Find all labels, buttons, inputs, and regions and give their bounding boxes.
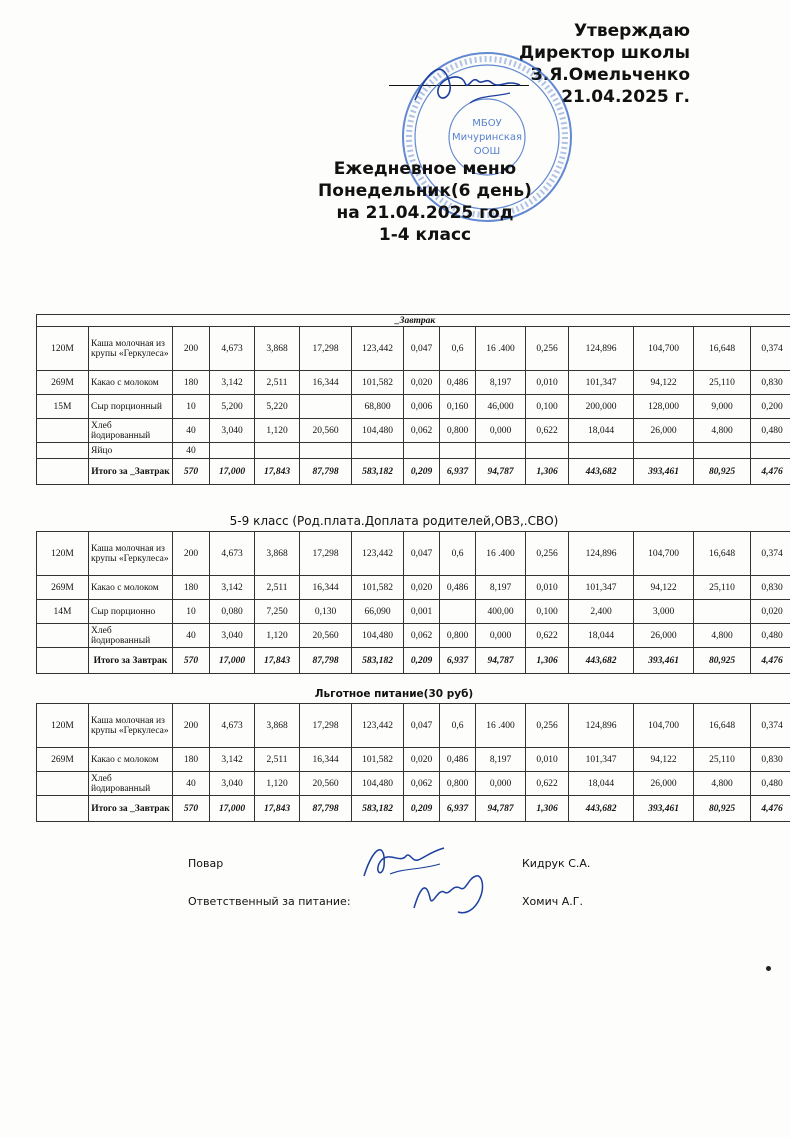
table-cell: 583,182: [352, 648, 404, 674]
table-cell: 80,925: [694, 648, 751, 674]
table-cell: 26,000: [634, 419, 694, 443]
table-row: [37, 327, 790, 371]
table-cell: 4,476: [751, 648, 790, 674]
table-cell: 8,197: [476, 371, 526, 395]
table-cell: [476, 443, 526, 459]
table-cell: 0,200: [751, 395, 790, 419]
table-cell: 0,100: [526, 600, 569, 624]
table-cell: 10: [173, 600, 210, 624]
table-cell: 4,800: [694, 419, 751, 443]
table-cell: 1,306: [526, 459, 569, 485]
table-cell: 0,047: [404, 327, 440, 371]
dish-name-cell: Хлеб йодированный: [89, 624, 173, 648]
table-cell: 393,461: [634, 648, 694, 674]
table-cell: 0,622: [526, 624, 569, 648]
table-cell: 8,197: [476, 748, 526, 772]
table-cell: 0,480: [751, 419, 790, 443]
table-cell: 0,6: [440, 532, 476, 576]
table-cell: 94,122: [634, 371, 694, 395]
table-cell: 0,374: [751, 704, 790, 748]
table-cell: 0,800: [440, 772, 476, 796]
table-cell: 0,020: [404, 371, 440, 395]
table-cell: 4,673: [210, 532, 255, 576]
table-cell: [440, 600, 476, 624]
table-row: [37, 772, 790, 796]
table-cell: 3,868: [255, 327, 300, 371]
table-cell: 0,374: [751, 327, 790, 371]
section-title-subsidized: Льготное питание(30 руб): [314, 688, 474, 700]
table-cell: 123,442: [352, 704, 404, 748]
table-cell: [37, 459, 89, 485]
table-cell: 1,120: [255, 419, 300, 443]
table-cell: 101,347: [569, 748, 634, 772]
table-cell: 3,040: [210, 772, 255, 796]
menu-grade: 1-4 класс: [378, 225, 472, 245]
table-cell: 0,256: [526, 532, 569, 576]
table-cell: 0,622: [526, 419, 569, 443]
table-cell: [210, 443, 255, 459]
table-cell: 393,461: [634, 459, 694, 485]
table-cell: 101,582: [352, 371, 404, 395]
table-cell: 0,6: [440, 704, 476, 748]
table-cell: 25,110: [694, 576, 751, 600]
table-cell: 16,344: [300, 748, 352, 772]
table-row: [37, 532, 790, 576]
dish-name-cell: Каша молочная из крупы «Геркулеса»: [89, 532, 173, 576]
table-cell: 1,306: [526, 796, 569, 822]
table-cell: 0,830: [751, 371, 790, 395]
table-cell: 40: [173, 419, 210, 443]
table-cell: 2,511: [255, 748, 300, 772]
table-cell: 3,142: [210, 748, 255, 772]
table-cell: 3,000: [634, 600, 694, 624]
table-cell: 16,648: [694, 704, 751, 748]
table-cell: 16 .400: [476, 532, 526, 576]
table-cell: 0,209: [404, 796, 440, 822]
table-cell: 18,044: [569, 419, 634, 443]
table-cell: 25,110: [694, 748, 751, 772]
ink-dot: [766, 966, 771, 971]
dish-name-cell: Каша молочная из крупы «Геркулеса»: [89, 327, 173, 371]
table-cell: 7,250: [255, 600, 300, 624]
table-cell: 20,560: [300, 772, 352, 796]
table-cell: 0,001: [404, 600, 440, 624]
table-cell: 4,476: [751, 459, 790, 485]
table-cell: 87,798: [300, 459, 352, 485]
stamp-line-2: Мичуринская: [451, 132, 523, 143]
table-cell: 101,582: [352, 748, 404, 772]
table-cell: 443,682: [569, 459, 634, 485]
table-cell: 0,080: [210, 600, 255, 624]
table-cell: [37, 796, 89, 822]
table-cell: 3,868: [255, 532, 300, 576]
dish-name-cell: Итого за _Завтрак: [89, 459, 173, 485]
table-cell: 104,480: [352, 772, 404, 796]
table-cell: 124,896: [569, 532, 634, 576]
table-cell: 4,476: [751, 796, 790, 822]
table-cell: 0,480: [751, 624, 790, 648]
table-cell: 14М: [37, 600, 89, 624]
table-cell: 101,582: [352, 576, 404, 600]
table-cell: 16 .400: [476, 704, 526, 748]
table-cell: 0,047: [404, 704, 440, 748]
table-cell: 0,209: [404, 648, 440, 674]
table-cell: 0,480: [751, 772, 790, 796]
table-cell: 2,511: [255, 576, 300, 600]
table-cell: 4,673: [210, 327, 255, 371]
table-cell: 1,120: [255, 624, 300, 648]
table-cell: 0,486: [440, 748, 476, 772]
table-cell: 1,306: [526, 648, 569, 674]
table-cell: 0,000: [476, 419, 526, 443]
total-row: [37, 648, 790, 674]
menu-title: Ежедневное меню: [333, 159, 517, 179]
table-cell: 269М: [37, 576, 89, 600]
table-cell: 0,020: [404, 576, 440, 600]
table-cell: 0,256: [526, 704, 569, 748]
table-row: [37, 395, 790, 419]
table-cell: 17,843: [255, 648, 300, 674]
table-cell: [37, 443, 89, 459]
table-cell: 120М: [37, 704, 89, 748]
table-cell: 0,010: [526, 576, 569, 600]
table-cell: 18,044: [569, 772, 634, 796]
table-cell: 124,896: [569, 704, 634, 748]
table-cell: 20,560: [300, 624, 352, 648]
table-cell: 104,480: [352, 419, 404, 443]
menu-table-1-4: [36, 314, 790, 485]
table-cell: 68,800: [352, 395, 404, 419]
table-cell: 0,020: [751, 600, 790, 624]
table-cell: [300, 395, 352, 419]
table-cell: 0,486: [440, 371, 476, 395]
table-cell: 40: [173, 624, 210, 648]
table-cell: 101,347: [569, 371, 634, 395]
table-cell: 443,682: [569, 648, 634, 674]
table-cell: [352, 443, 404, 459]
table-cell: 16,344: [300, 576, 352, 600]
dish-name-cell: Хлеб йодированный: [89, 419, 173, 443]
table-cell: 0,800: [440, 419, 476, 443]
director-signature: [410, 55, 530, 115]
dish-name-cell: Какао с молоком: [89, 576, 173, 600]
table-cell: 443,682: [569, 796, 634, 822]
table-cell: 570: [173, 459, 210, 485]
table-cell: [255, 443, 300, 459]
dish-name-cell: Яйцо: [89, 443, 173, 459]
dish-name-cell: Хлеб йодированный: [89, 772, 173, 796]
table-cell: 200,000: [569, 395, 634, 419]
table-cell: 200: [173, 532, 210, 576]
table-cell: 570: [173, 648, 210, 674]
menu-table-subsidized: [36, 703, 790, 822]
table-cell: 124,896: [569, 327, 634, 371]
table-cell: 0,062: [404, 772, 440, 796]
table-cell: [37, 624, 89, 648]
table-cell: 0,010: [526, 748, 569, 772]
section-breakfast: _Завтрак: [37, 315, 790, 327]
table-cell: [694, 600, 751, 624]
table-cell: 4,800: [694, 624, 751, 648]
dish-name-cell: Какао с молоком: [89, 371, 173, 395]
table-cell: 26,000: [634, 772, 694, 796]
director-name: З.Я.Омельченко: [530, 65, 690, 85]
table-cell: 0,062: [404, 419, 440, 443]
table-cell: 120М: [37, 532, 89, 576]
table-cell: 0,6: [440, 327, 476, 371]
table-cell: 104,480: [352, 624, 404, 648]
table-cell: 0,130: [300, 600, 352, 624]
table-cell: 94,787: [476, 459, 526, 485]
stamp-line-3: ООШ: [473, 146, 501, 157]
table-cell: 17,843: [255, 459, 300, 485]
table-cell: 200: [173, 327, 210, 371]
table-cell: [37, 419, 89, 443]
table-cell: 66,090: [352, 600, 404, 624]
table-cell: 104,700: [634, 704, 694, 748]
table-cell: 80,925: [694, 459, 751, 485]
table-cell: 20,560: [300, 419, 352, 443]
total-row: [37, 796, 790, 822]
table-cell: 104,700: [634, 532, 694, 576]
table-cell: 0,800: [440, 624, 476, 648]
table-cell: 0,830: [751, 748, 790, 772]
table-cell: 0,020: [404, 748, 440, 772]
table-cell: 269М: [37, 748, 89, 772]
dish-name-cell: Какао с молоком: [89, 748, 173, 772]
table-cell: 6,937: [440, 459, 476, 485]
table-cell: 10: [173, 395, 210, 419]
table-cell: 17,000: [210, 459, 255, 485]
table-row: [37, 748, 790, 772]
table-cell: 180: [173, 748, 210, 772]
table-cell: 269М: [37, 371, 89, 395]
table-cell: 8,197: [476, 576, 526, 600]
cook-name: Кидрук С.А.: [522, 857, 591, 870]
table-cell: 0,160: [440, 395, 476, 419]
table-cell: 17,000: [210, 648, 255, 674]
table-cell: [37, 772, 89, 796]
table-cell: 128,000: [634, 395, 694, 419]
table-cell: 0,000: [476, 772, 526, 796]
table-cell: 4,673: [210, 704, 255, 748]
table-row: [37, 419, 790, 443]
menu-date: на 21.04.2025 год: [336, 203, 514, 223]
table-cell: 1,120: [255, 772, 300, 796]
table-cell: 123,442: [352, 532, 404, 576]
table-row: [37, 443, 790, 459]
table-cell: [634, 443, 694, 459]
table-cell: 16,648: [694, 532, 751, 576]
table-cell: 25,110: [694, 371, 751, 395]
table-cell: 570: [173, 796, 210, 822]
menu-header: [260, 158, 590, 246]
table-cell: 94,787: [476, 796, 526, 822]
table-cell: 16,648: [694, 327, 751, 371]
dish-name-cell: Сыр порционно: [89, 600, 173, 624]
table-cell: 0,100: [526, 395, 569, 419]
table-cell: [569, 443, 634, 459]
table-cell: 17,298: [300, 704, 352, 748]
table-cell: 400,00: [476, 600, 526, 624]
table-row: [37, 600, 790, 624]
approval-date: 21.04.2025 г.: [561, 87, 690, 107]
table-cell: 87,798: [300, 796, 352, 822]
table-cell: 17,298: [300, 327, 352, 371]
responsible-name: Хомич А.Г.: [522, 895, 583, 908]
table-cell: 0,000: [476, 624, 526, 648]
table-cell: 87,798: [300, 648, 352, 674]
table-cell: [751, 443, 790, 459]
table-cell: 0,622: [526, 772, 569, 796]
table-cell: 0,209: [404, 459, 440, 485]
table-cell: 3,142: [210, 371, 255, 395]
table-cell: 3,040: [210, 624, 255, 648]
table-cell: 17,843: [255, 796, 300, 822]
table-cell: 200: [173, 704, 210, 748]
responsible-signature: [408, 868, 498, 918]
table-cell: 0,062: [404, 624, 440, 648]
table-cell: [404, 443, 440, 459]
table-cell: 94,122: [634, 748, 694, 772]
table-cell: 3,040: [210, 419, 255, 443]
table-cell: 17,298: [300, 532, 352, 576]
table-cell: 180: [173, 371, 210, 395]
table-cell: 46,000: [476, 395, 526, 419]
dish-name-cell: Сыр порционный: [89, 395, 173, 419]
table-cell: 0,010: [526, 371, 569, 395]
table-cell: 583,182: [352, 796, 404, 822]
table-cell: 0,256: [526, 327, 569, 371]
table-cell: 123,442: [352, 327, 404, 371]
section-title-5-9: 5-9 класс (Род.плата.Доплата родителей,ОВЗ,.СВО): [229, 514, 559, 528]
approve-label: Утверждаю: [573, 21, 690, 41]
table-row: [37, 624, 790, 648]
dish-name-cell: Каша молочная из крупы «Геркулеса»: [89, 704, 173, 748]
table-cell: [440, 443, 476, 459]
table-cell: 15М: [37, 395, 89, 419]
table-cell: 94,122: [634, 576, 694, 600]
director-position: Директор школы: [518, 43, 690, 63]
table-cell: 3,142: [210, 576, 255, 600]
menu-table-5-9: [36, 531, 790, 674]
table-row: [37, 704, 790, 748]
table-cell: [37, 648, 89, 674]
table-cell: 393,461: [634, 796, 694, 822]
table-cell: 40: [173, 443, 210, 459]
total-row: [37, 459, 790, 485]
table-cell: 9,000: [694, 395, 751, 419]
cook-role: Повар: [188, 857, 224, 870]
table-cell: [300, 443, 352, 459]
table-cell: 0,830: [751, 576, 790, 600]
menu-day: Понедельник(6 день): [318, 181, 532, 201]
table-cell: 4,800: [694, 772, 751, 796]
table-cell: 0,006: [404, 395, 440, 419]
table-cell: 2,400: [569, 600, 634, 624]
table-cell: [694, 443, 751, 459]
table-cell: 40: [173, 772, 210, 796]
table-cell: 120М: [37, 327, 89, 371]
table-cell: 2,511: [255, 371, 300, 395]
table-cell: 6,937: [440, 648, 476, 674]
table-cell: 6,937: [440, 796, 476, 822]
table-cell: 0,047: [404, 532, 440, 576]
table-cell: 3,868: [255, 704, 300, 748]
table-cell: 16 .400: [476, 327, 526, 371]
table-cell: 104,700: [634, 327, 694, 371]
table-cell: 180: [173, 576, 210, 600]
dish-name-cell: Итого за _Завтрак: [89, 796, 173, 822]
table-cell: 5,220: [255, 395, 300, 419]
table-row: [37, 576, 790, 600]
table-row: [37, 371, 790, 395]
table-cell: 5,200: [210, 395, 255, 419]
table-cell: 80,925: [694, 796, 751, 822]
stamp-line-1: МБОУ: [472, 118, 502, 129]
table-cell: [526, 443, 569, 459]
table-cell: 101,347: [569, 576, 634, 600]
table-cell: 18,044: [569, 624, 634, 648]
dish-name-cell: Итого за Завтрак: [89, 648, 173, 674]
table-cell: 583,182: [352, 459, 404, 485]
table-cell: 16,344: [300, 371, 352, 395]
responsible-role: Ответственный за питание:: [188, 895, 351, 908]
table-cell: 0,374: [751, 532, 790, 576]
table-cell: 0,486: [440, 576, 476, 600]
table-cell: 26,000: [634, 624, 694, 648]
table-cell: 94,787: [476, 648, 526, 674]
table-cell: 17,000: [210, 796, 255, 822]
